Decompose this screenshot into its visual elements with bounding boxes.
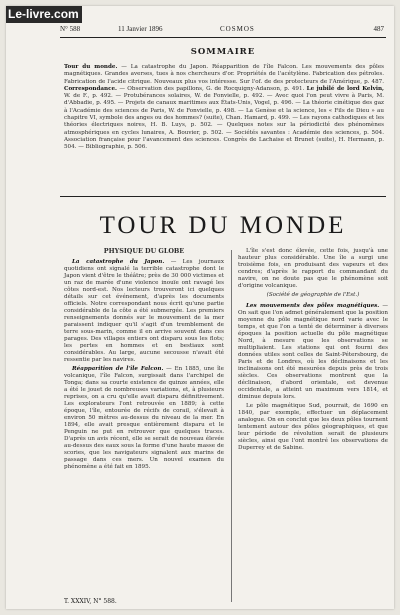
issue-number: N° 588 <box>60 25 81 33</box>
paragraph: L'île s'est donc élevée, cette fois, jusqu'à une hauteur plus considérable. Une île a surgi une troisième fois, en produisant des vapeurs et des cendres; d'après le rapport du commandant du navire, on ne doute pas que le phénomène soit d'origine volcanique. <box>238 248 388 289</box>
summary-entry-text: W. de F., p. 492. — Protubérances solaires, W. de Fonvielle, p. 492. — Avec quoi l'on peut vivre à Paris, M. d'Abbadie, p. 495. — Projets de canaux maritimes aux États-Unis, Vogel, p. 496. — La théorie cinétique des gaz à l'Académie des sciences de Paris, W. de Fonvielle, p. 498. — La Genèse et la science, les « Fils de Dieu » au chapitre VI, symbole des anges ou des hommes? (suite), Chan. Hamard, p. 499. — Les rayons cathodiques et les théories électriques noires, H. B. Luys, p. 502. — Quelques notes sur la périodicité des phénomènes atmosphériques en cycles lunaires, A. Bouvier, p. 502. — Sociétés savantes : Académie des sciences, p. 504. Association française pour l'avancement des sciences. Congrès de Lachaise et Brunet (suite), H. Hermann, p. 504. — Bibliographie, p. 506. <box>64 93 384 151</box>
article-title: TOUR DU MONDE <box>99 212 347 239</box>
journal-title: COSMOS <box>220 25 255 33</box>
header-rule <box>60 37 386 38</box>
page <box>6 6 394 609</box>
right-column <box>238 248 388 454</box>
summary-entry-head: Le jubilé de lord Kelvin, <box>306 85 385 92</box>
column-divider <box>231 250 232 602</box>
summary-entry-head: Correspondance. <box>64 85 118 92</box>
left-column <box>64 248 224 473</box>
paragraph <box>238 403 388 452</box>
summary-entry-text: — Observation des papillons, G. de Rocquigny-Adanson, p. 491. <box>119 85 305 92</box>
paragraph <box>64 366 224 471</box>
paragraph <box>64 259 224 364</box>
footer-note: T. XXXIV, N° 588. <box>64 598 117 605</box>
paragraph-text: — En 1885, une île volcanique, l'île Falcon, surgissait dans l'archipel de Tonga; dans sa courte existence de quinze années, elle a été le jouet de nombreuses variations, et, à plusieurs reprises, on a cru qu'elle avait disparu définitivement. Les explorateurs l'ont retrouvée en 1889; à cette époque, l'île, entourée de récifs de corail, s'élevait à environ 50 mètres au-dessus du niveau de la mer. En 1894, elle avait presque entièrement disparu et le Penguin ne put en retrouver que quelques traces. D'après un avis récent, elle se serait de nouveau élevée au-dessus des eaux sous la forme d'une haute masse de scories, que les navigateurs signalent aux marins de passage dans ces mers. Un nouvel examen du phénomène a été fait en 1895. <box>64 366 224 470</box>
paragraph-text: Le pôle magnétique Sud, pourrait, de 1690 en 1840, par exemple, effectuer un déplacement analogue. On en conclut que les deux pôles tournent lentement autour des pôles géographiques, et que leur période de révolution serait de plusieurs siècles, ainsi que l'ont montré les observations de Duperrey et de Sabine. <box>238 403 388 451</box>
section-heading: PHYSIQUE DU GLOBE <box>103 247 185 255</box>
paragraph-text: — On sait que l'on admet généralement que la position moyenne du pôle magnétique nord varie avec le temps, et que l'on a tenté de déterminer à diverses époques la position actuelle du pôle magnétique Nord, à mesure que les observations se multipliaient. Les stations qui ont fourni des données utiles sont celles de Saint-Pétersbourg, de Paris et de Londres, où les déclinaisons et les inclinaisons ont été mesurées depuis près de trois siècles. Ces observations montrent que la déclinaison, d'abord orientale, est devenue occidentale, a atteint un maximum vers 1814, et diminue depuis lors. <box>238 303 388 400</box>
paragraph-text: — Les journaux quotidiens ont signalé la terrible catastrophe dont le Japon vient d'être le théâtre; près de 30 000 victimes et un raz de marée d'une violence inouïe ont ravagé les côtes nord-est. Nos lecteurs trouveront ici quelques détails sur cet événement, d'après les documents officiels. Notre correspondant nous écrit qu'une partie considérable de la côte a été submergée. Les premiers renseignements donnés sur le mouvement de la mer paraissent indiquer qu'il s'agit d'un tremblement de terre sous-marin, comme il en arrive souvent dans ces parages. Des villages entiers ont disparu sous les flots; les pertes en hommes et en bestiaux sont considérables. Au large, aucune secousse n'avait été ressentie par les navires. <box>64 259 225 363</box>
source-credit: (Société de géographie de l'Est.) <box>266 292 360 298</box>
summary-rule <box>60 196 386 197</box>
issue-date: 11 Janvier 1896 <box>118 25 163 33</box>
paragraph-lead: Les mouvements des pôles magnétiques. <box>246 303 380 309</box>
summary-title: SOMMAIRE <box>190 47 256 57</box>
running-head <box>60 25 386 37</box>
paragraph <box>238 303 388 401</box>
paragraph-lead: Réapparition de l'île Falcon. <box>72 366 164 372</box>
watermark-label: Le-livre.com <box>6 6 82 23</box>
summary-entry-head: Tour du monde. <box>64 64 118 70</box>
page-number: 487 <box>373 25 384 33</box>
summary-block <box>64 64 384 152</box>
summary-entry-text: — La catastrophe du Japon. Réapparition de l'île Falcon. Les mouvements des pôles magnétiques. Grandes averses, tues à nos chercheurs d'or. Propriétés de l'acétylène. Fabrication des pétroles. Fabrication de l'acide citrique. Nouveaux plus vos intéresse. Sur l'of. de des protecteurs de l'Amérique, p. 487. <box>64 64 384 85</box>
paragraph-lead: La catastrophe du Japon. <box>72 259 165 265</box>
